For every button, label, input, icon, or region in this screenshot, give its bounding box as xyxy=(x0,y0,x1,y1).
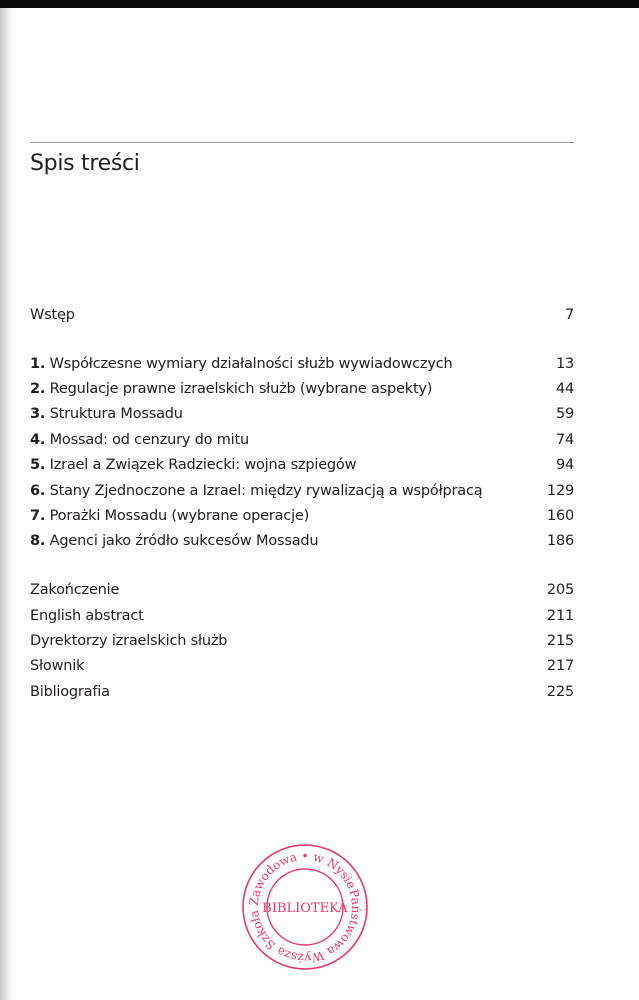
toc-entry-back-matter xyxy=(30,682,574,702)
toc-label: Zakończenie xyxy=(30,582,120,598)
chapter-number: 1. xyxy=(30,356,46,372)
toc-page: 7 xyxy=(564,307,574,323)
toc-label xyxy=(30,457,356,473)
toc-label xyxy=(30,483,482,499)
toc-label xyxy=(30,533,318,549)
toc-page: 74 xyxy=(555,432,574,448)
toc-entry-chapter xyxy=(30,455,574,475)
page-gutter-shadow xyxy=(0,8,14,1000)
toc-label xyxy=(30,356,452,372)
toc-entry-back-matter xyxy=(30,606,574,626)
toc-label: Bibliografia xyxy=(30,684,110,700)
toc-page: 211 xyxy=(546,608,574,624)
chapter-number: 5. xyxy=(30,457,46,473)
toc-page: 225 xyxy=(546,684,574,700)
chapter-title: Regulacje prawne izraelskich służb (wybrane aspekty) xyxy=(49,381,433,397)
toc-entry-intro xyxy=(30,305,574,325)
toc-entry-back-matter xyxy=(30,580,574,600)
chapter-number: 3. xyxy=(30,406,46,422)
toc-page: 217 xyxy=(546,658,574,674)
chapter-title: Mossad: od cenzury do mitu xyxy=(49,432,249,448)
toc-label: Dyrektorzy izraelskich służb xyxy=(30,633,228,649)
chapter-number: 6. xyxy=(30,483,46,499)
toc-label xyxy=(30,381,432,397)
chapter-number: 8. xyxy=(30,533,46,549)
toc-label xyxy=(30,432,249,448)
title-rule xyxy=(30,142,574,143)
chapter-title: Struktura Mossadu xyxy=(49,406,183,422)
toc-page: 186 xyxy=(546,533,574,549)
library-stamp xyxy=(240,842,370,972)
chapter-number: 2. xyxy=(30,381,46,397)
chapter-title: Współczesne wymiary działalności służb wywiadowczych xyxy=(49,356,453,372)
chapter-number: 7. xyxy=(30,508,46,524)
chapter-title: Izrael a Związek Radziecki: wojna szpiegów xyxy=(49,457,357,473)
toc-entry-chapter xyxy=(30,379,574,399)
toc-entry-chapter xyxy=(30,506,574,526)
toc-page: 160 xyxy=(546,508,574,524)
page-title: Spis treści xyxy=(30,151,140,176)
toc-entry-chapter xyxy=(30,481,574,501)
toc-page: 205 xyxy=(546,582,574,598)
toc-page: 59 xyxy=(555,406,574,422)
chapter-title: Porażki Mossadu (wybrane operacje) xyxy=(49,508,310,524)
svg-text:BIBLIOTEKA: BIBLIOTEKA xyxy=(262,901,348,916)
scan-top-edge xyxy=(0,0,639,8)
chapter-number: 4. xyxy=(30,432,46,448)
chapter-title: Stany Zjednoczone a Izrael: między rywalizacją a współpracą xyxy=(49,483,483,499)
toc-entry-back-matter xyxy=(30,656,574,676)
toc-label: Słownik xyxy=(30,658,85,674)
toc-page: 215 xyxy=(546,633,574,649)
toc-page: 94 xyxy=(555,457,574,473)
toc-label xyxy=(30,508,309,524)
toc-label: English abstract xyxy=(30,608,144,624)
toc-entry-chapter xyxy=(30,354,574,374)
toc-page: 129 xyxy=(546,483,574,499)
toc-label: Wstęp xyxy=(30,307,75,323)
toc-page: 44 xyxy=(555,381,574,397)
toc-label xyxy=(30,406,183,422)
toc-entry-chapter xyxy=(30,430,574,450)
toc-entry-chapter xyxy=(30,404,574,424)
svg-text:Państwowa Wyższa Szkoła Zawodo: Państwowa Wyższa Szkoła Zawodowa • w Nysie xyxy=(246,848,364,966)
toc-page: 13 xyxy=(555,356,574,372)
toc-entry-back-matter xyxy=(30,631,574,651)
chapter-title: Agenci jako źródło sukcesów Mossadu xyxy=(49,533,319,549)
toc-entry-chapter xyxy=(30,531,574,551)
